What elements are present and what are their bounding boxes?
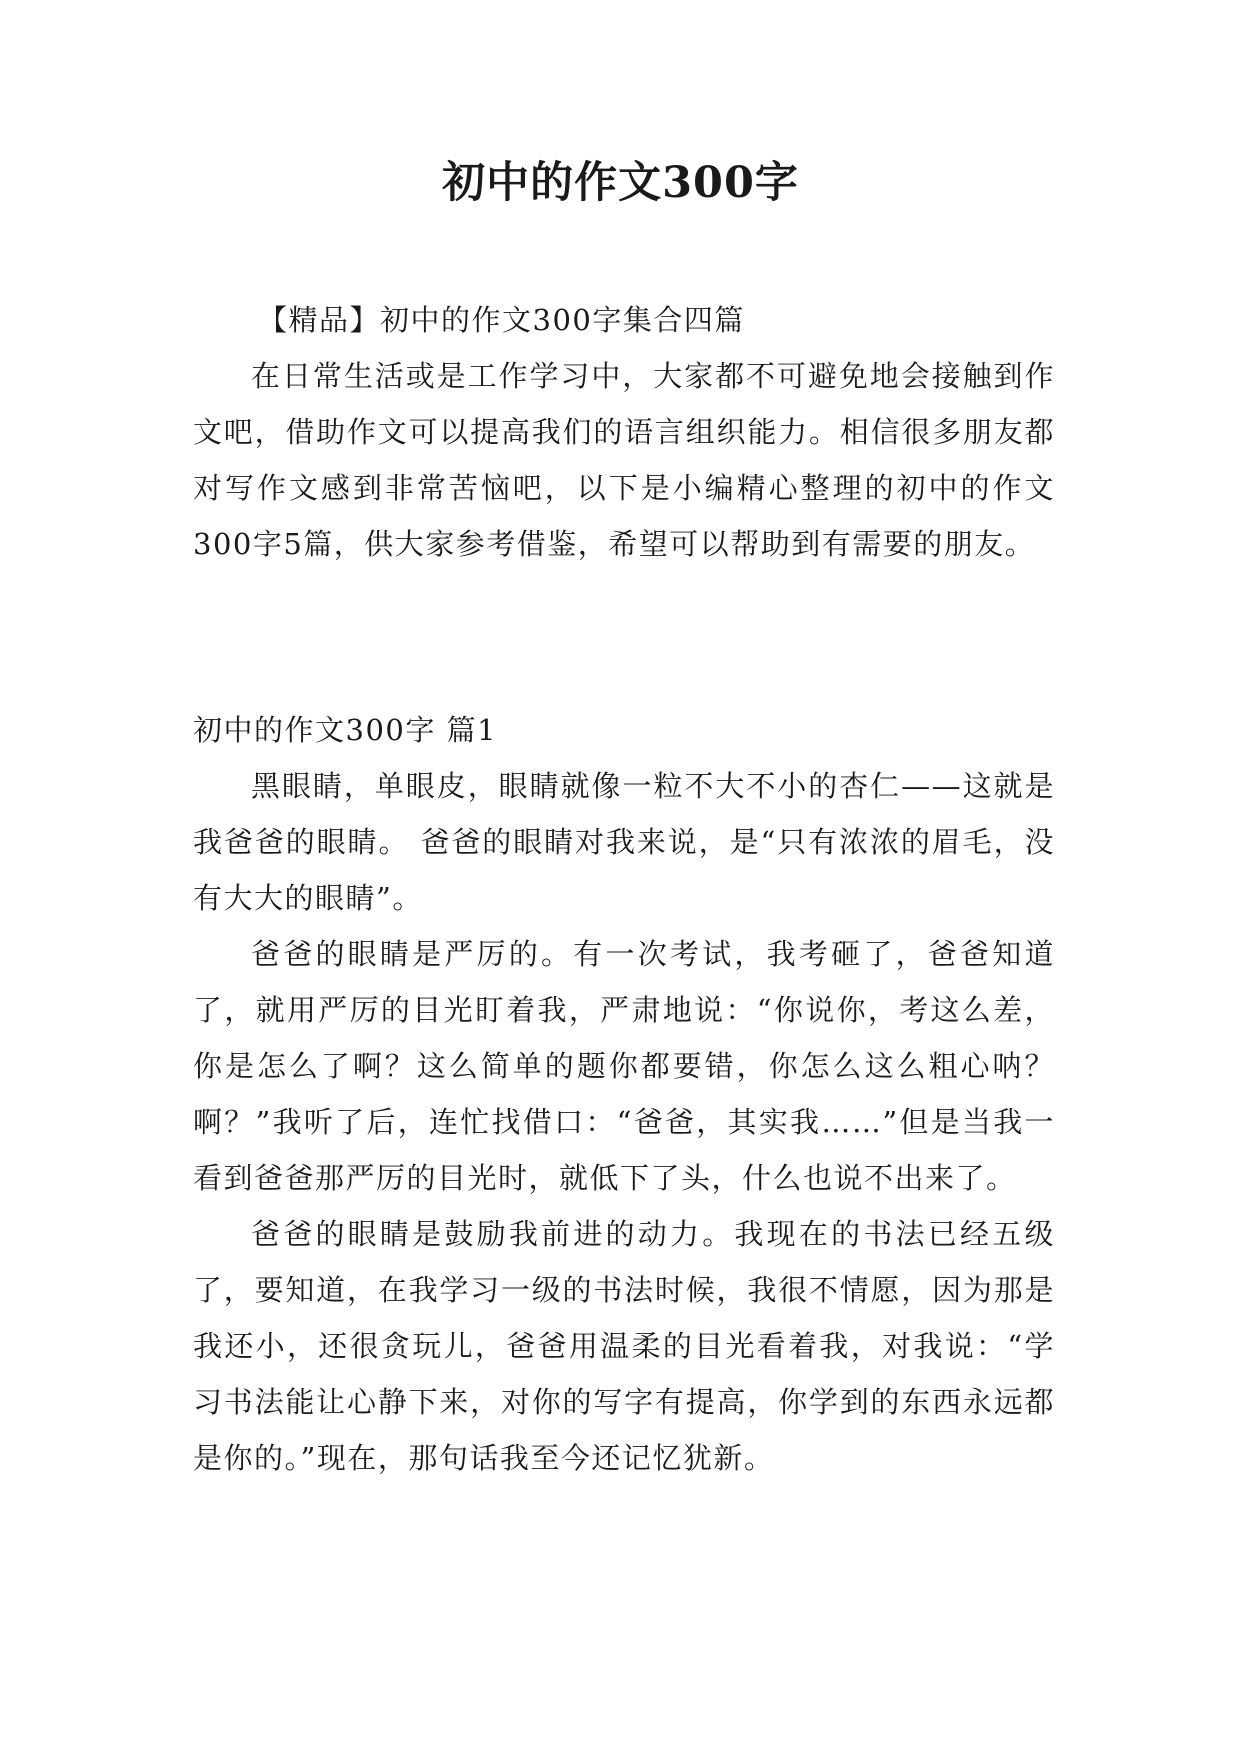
intro-paragraph: 在日常生活或是工作学习中，大家都不可避免地会接触到作文吧，借助作文可以提高我们的语言组织能力。相信很多朋友都对写作文感到非常苦恼吧，以下是小编精心整理的初中的作文300字5篇，供大家参考借鉴，希望可以帮助到有需要的朋友。 — [193, 359, 1055, 561]
document-title: 初中的作文300字 — [442, 158, 799, 208]
essay-body — [193, 758, 1055, 1486]
intro-block — [193, 348, 1055, 572]
document-subtitle: 【精品】初中的作文300字集合四篇 — [258, 303, 745, 337]
essay-paragraph: 黑眼睛，单眼皮，眼睛就像一粒不大不小的杏仁——这就是我爸爸的眼睛。 爸爸的眼睛对我来说，是“只有浓浓的眉毛，没有大大的眼睛”。 — [193, 769, 1055, 915]
section-heading: 初中的作文300字 篇1 — [193, 713, 498, 747]
essay-paragraph: 爸爸的眼睛是鼓励我前进的动力。我现在的书法已经五级了，要知道，在我学习一级的书法时候，我很不情愿，因为那是我还小，还很贪玩儿，爸爸用温柔的目光看着我，对我说：“学习书法能让心静下来，对你的写字有提高，你学到的东西永远都是你的。”现在，那句话我至今还记忆犹新。 — [193, 1217, 1055, 1475]
essay-paragraph: 爸爸的眼睛是严厉的。有一次考试，我考砸了，爸爸知道了，就用严厉的目光盯着我，严肃地说：“你说你，考这么差，你是怎么了啊？这么简单的题你都要错，你怎么这么粗心呐？啊？”我听了后，连忙找借口：“爸爸，其实我……”但是当我一看到爸爸那严厉的目光时，就低下了头，什么也说不出来了。 — [193, 937, 1055, 1195]
